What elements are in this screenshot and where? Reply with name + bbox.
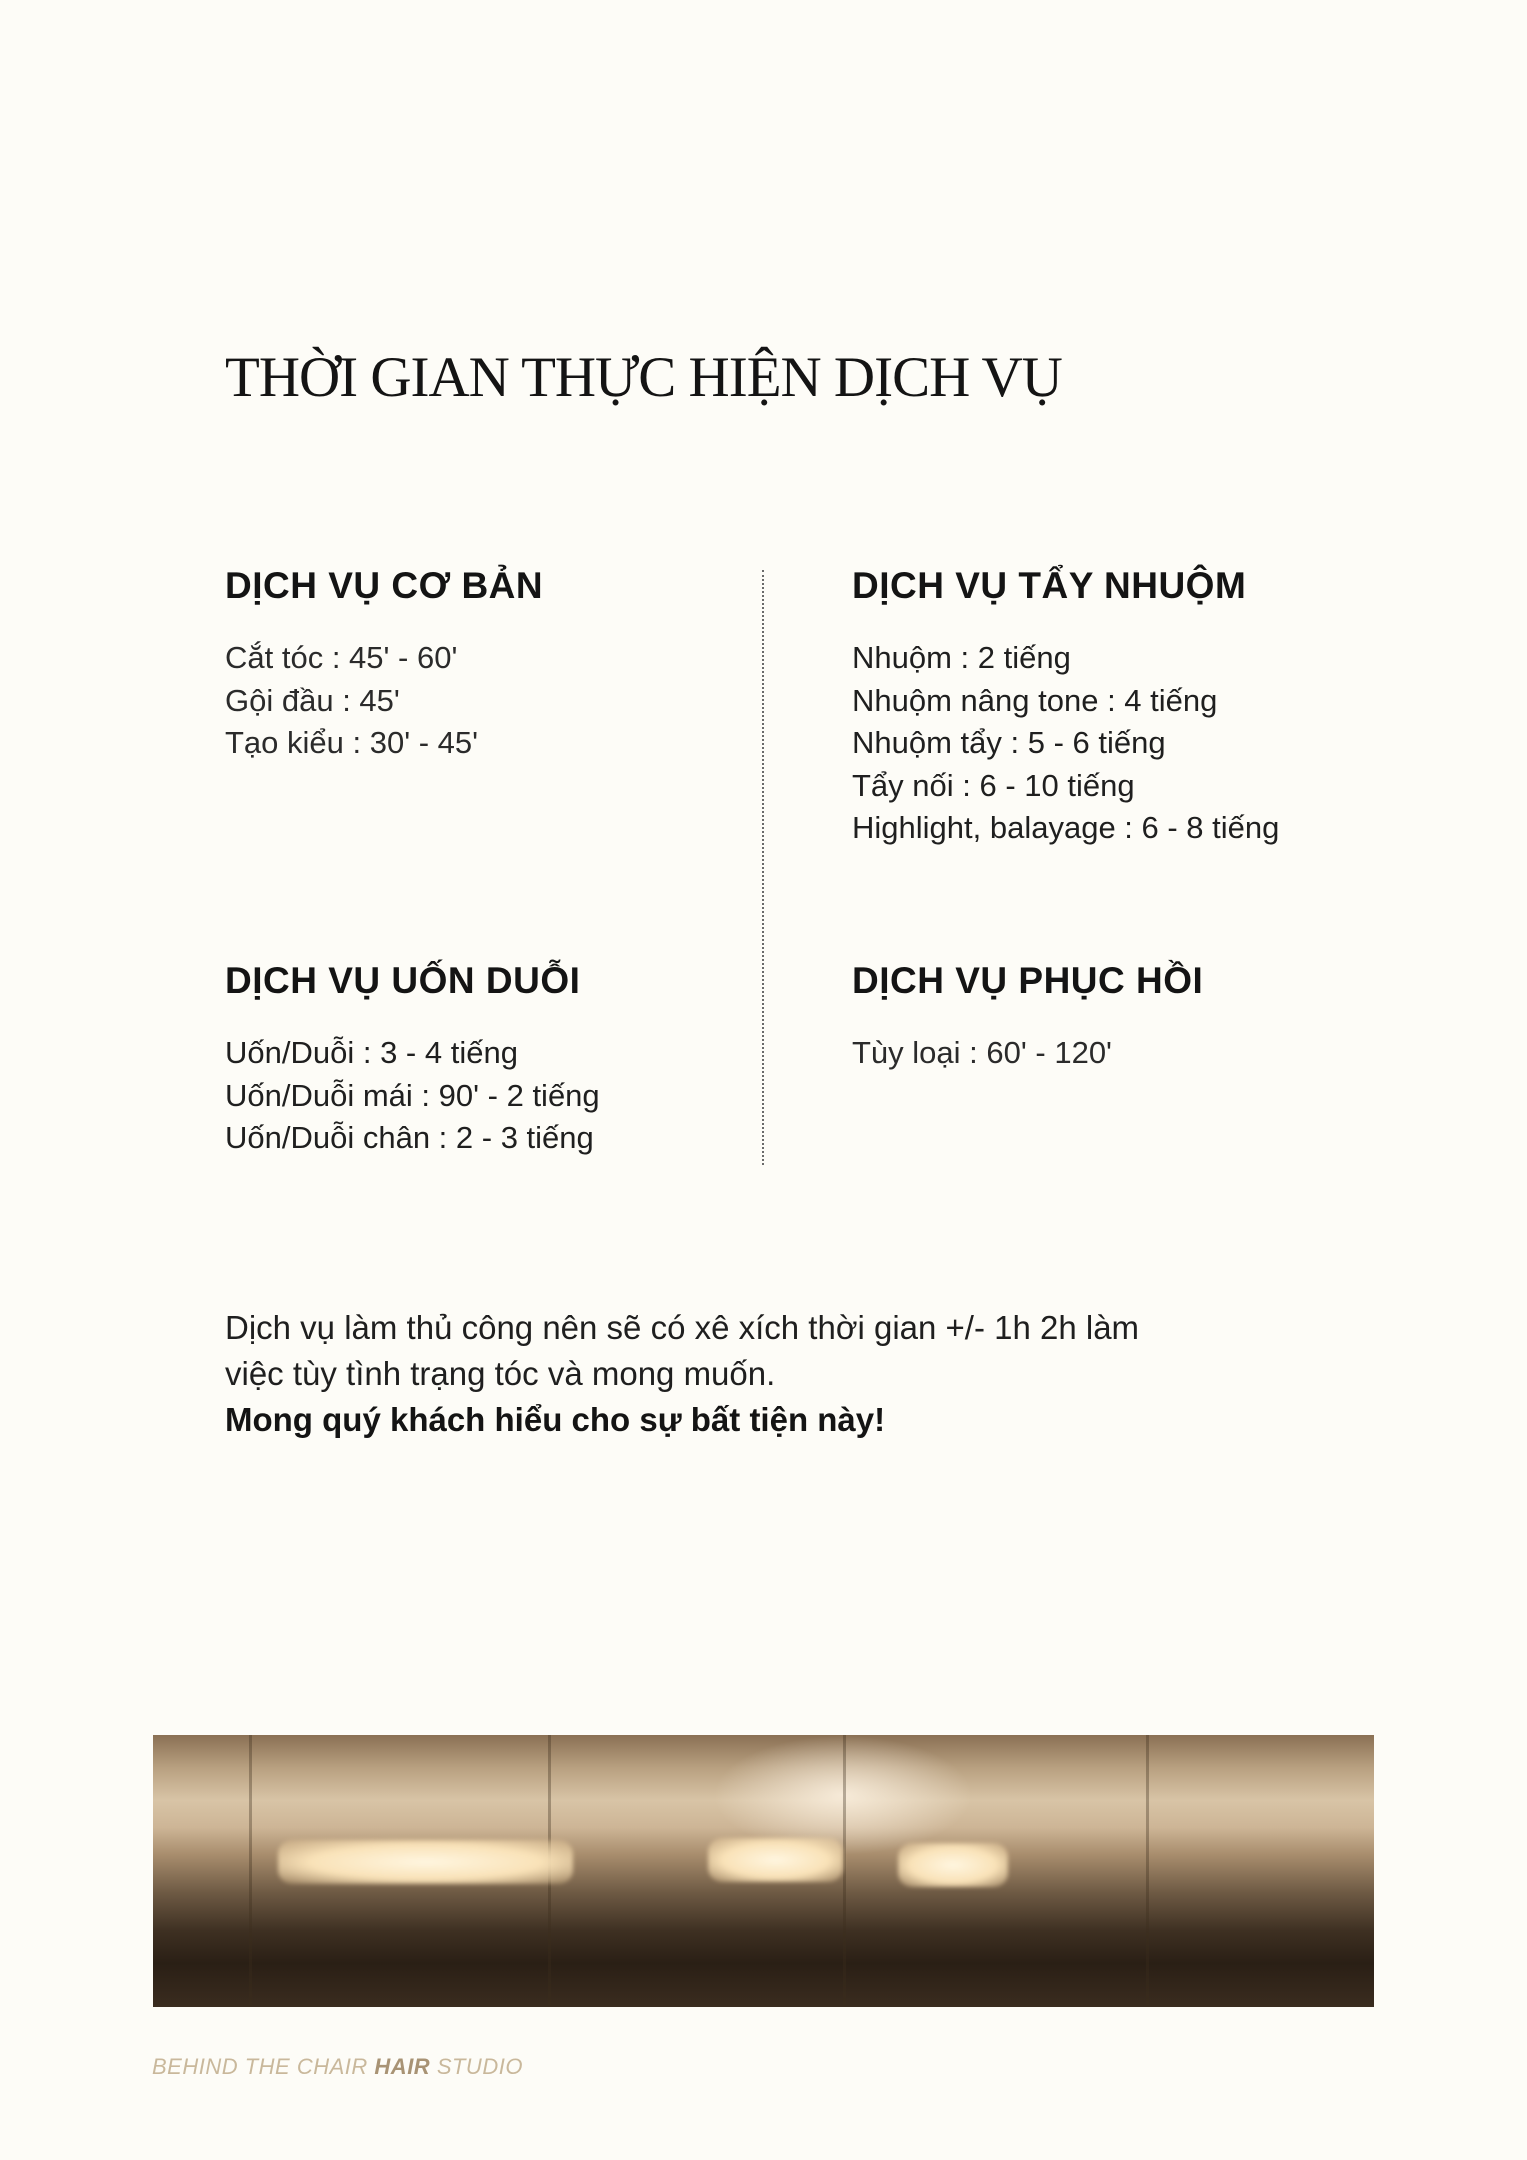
service-item: Tùy loại : 60' - 120' <box>852 1035 1112 1070</box>
service-item: Nhuộm nâng tone : 4 tiếng <box>852 682 1218 718</box>
service-block-restoration <box>852 960 1432 1075</box>
footer-strong: HAIR <box>374 2054 431 2079</box>
service-block-bleach-dye <box>852 565 1432 850</box>
salon-photo <box>153 1735 1374 2007</box>
service-item: Nhuộm : 2 tiếng <box>852 640 1071 675</box>
service-block-perm-straighten <box>225 960 805 1160</box>
service-heading: DỊCH VỤ CƠ BẢN <box>225 565 544 606</box>
light-reflection <box>708 1838 843 1882</box>
footer-prefix: BEHIND THE CHAIR <box>152 2054 375 2079</box>
footer-suffix: STUDIO <box>430 2054 523 2079</box>
light-reflection <box>278 1840 573 1884</box>
service-list <box>852 1032 1432 1075</box>
service-item: Tẩy nối : 6 - 10 tiếng <box>852 767 1135 803</box>
window-pane-line <box>843 1735 846 2007</box>
service-heading: DỊCH VỤ PHỤC HỒI <box>852 960 1204 1001</box>
disclaimer-note <box>225 1305 1345 1443</box>
window-pane-line <box>1146 1735 1149 2007</box>
service-heading: DỊCH VỤ UỐN DUỖI <box>225 960 581 1001</box>
service-list <box>225 637 805 765</box>
page-title: THỜI GIAN THỰC HIỆN DỊCH VỤ <box>225 346 1062 409</box>
service-item: Uốn/Duỗi : 3 - 4 tiếng <box>225 1035 518 1070</box>
window-pane-line <box>249 1735 252 2007</box>
light-reflection <box>898 1843 1008 1887</box>
note-line: việc tùy tình trạng tóc và mong muốn. <box>225 1355 776 1392</box>
note-emphasis: Mong quý khách hiểu cho sự bất tiện này! <box>225 1401 886 1438</box>
service-list <box>225 1032 805 1160</box>
service-item: Uốn/Duỗi chân : 2 - 3 tiếng <box>225 1120 594 1155</box>
service-block-basic <box>225 565 805 765</box>
service-item: Cắt tóc : 45' - 60' <box>225 640 458 675</box>
service-item: Nhuộm tẩy : 5 - 6 tiếng <box>852 725 1166 760</box>
service-list <box>852 637 1432 850</box>
service-heading: DỊCH VỤ TẨY NHUỘM <box>852 565 1247 606</box>
note-line: Dịch vụ làm thủ công nên sẽ có xê xích thời gian +/- 1h 2h làm <box>225 1309 1140 1346</box>
footer-brand <box>152 2054 523 2080</box>
service-item: Tạo kiểu : 30' - 45' <box>225 725 479 760</box>
service-item: Gội đầu : 45' <box>225 682 400 718</box>
service-item: Uốn/Duỗi mái : 90' - 2 tiếng <box>225 1077 600 1113</box>
service-item: Highlight, balayage : 6 - 8 tiếng <box>852 810 1280 845</box>
